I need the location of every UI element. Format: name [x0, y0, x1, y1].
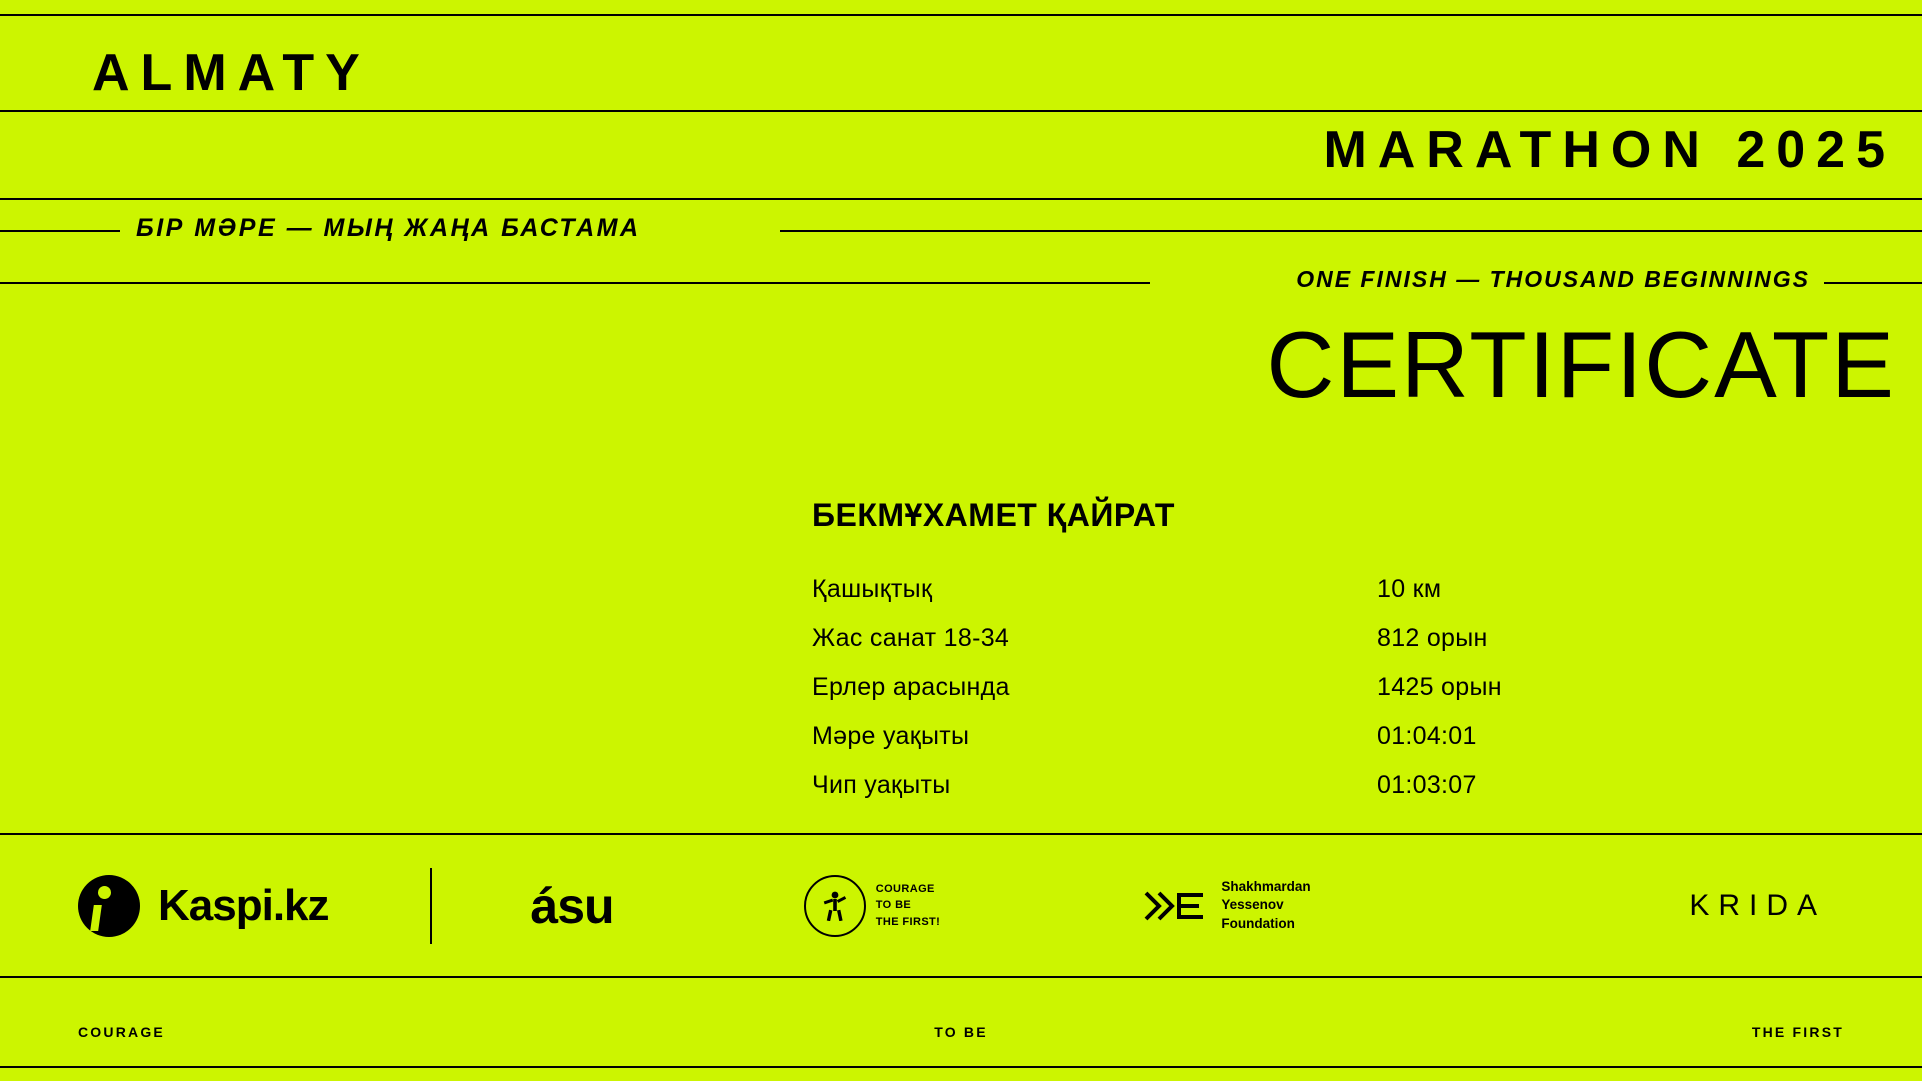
- courage-fund-text: [876, 881, 941, 931]
- result-label: Жас санат 18-34: [812, 624, 1010, 652]
- footer-left: COURAGE: [78, 1024, 165, 1040]
- divider-rule-en-right: [1824, 282, 1922, 284]
- kaspi-wordmark: Kaspi.kz: [158, 880, 329, 930]
- courage-line-2: TO BE: [875, 899, 912, 912]
- result-value: 01:03:07: [1377, 771, 1477, 799]
- result-row: [812, 673, 1672, 702]
- result-label: Ерлер арасында: [812, 673, 1010, 701]
- footer-slogan: [0, 1024, 1922, 1044]
- sponsor-krida: [1422, 835, 1922, 976]
- result-row: [812, 722, 1672, 751]
- yessenov-line-2: Yessenov: [1221, 897, 1284, 913]
- result-row: [812, 575, 1672, 604]
- divider-rule-kz-left: [0, 230, 120, 232]
- results-list: [812, 575, 1672, 820]
- tagline-kazakh: БІР МӘРЕ — МЫҢ ЖАҢА БАСТАМА: [136, 214, 641, 242]
- result-row: [812, 624, 1672, 653]
- running-figure-icon: [822, 891, 848, 921]
- result-value: 10 км: [1377, 575, 1442, 603]
- athlete-name: БЕКМҰХАМЕТ ҚАЙРАТ: [812, 497, 1175, 533]
- asu-wordmark: ásu: [530, 877, 614, 934]
- result-value: 01:04:01: [1377, 722, 1477, 750]
- yessenov-line-1: Shakhmardan: [1221, 879, 1311, 895]
- divider-rule-en-left: [0, 282, 1150, 284]
- result-label: Чип уақыты: [812, 771, 951, 799]
- page-title: CERTIFICATE: [1266, 312, 1896, 417]
- courage-fund-badge-icon: [804, 875, 866, 937]
- divider-rule-bottom: [0, 1066, 1922, 1068]
- yessenov-logo-icon: [1143, 889, 1209, 923]
- result-label: Мәре уақыты: [812, 722, 970, 750]
- sponsor-asu: [432, 835, 712, 976]
- city-title: ALMATY: [92, 44, 371, 102]
- divider-rule-under-city: [0, 110, 1922, 112]
- sponsor-courage-fund: [712, 835, 1032, 976]
- kaspi-logo-icon: [78, 875, 140, 937]
- result-value: 1425 орын: [1377, 673, 1502, 701]
- divider-rule-top: [0, 14, 1922, 16]
- result-label: Қашықтық: [812, 575, 933, 603]
- result-value: 812 орын: [1377, 624, 1488, 652]
- sponsor-yessenov-foundation: [1032, 835, 1422, 976]
- footer-right: THE FIRST: [1751, 1024, 1844, 1040]
- event-title: MARATHON 2025: [1323, 121, 1896, 179]
- result-row: [812, 771, 1672, 800]
- yessenov-foundation-text: [1221, 878, 1310, 933]
- footer-center: TO BE: [934, 1024, 988, 1040]
- yessenov-line-3: Foundation: [1221, 915, 1295, 931]
- tagline-english: ONE FINISH — THOUSAND BEGINNINGS: [1296, 266, 1810, 292]
- sponsor-row: [0, 835, 1922, 976]
- divider-rule-kz-right: [780, 230, 1922, 232]
- sponsor-kaspi: [0, 835, 430, 976]
- krida-wordmark: KRIDA: [1689, 888, 1826, 922]
- courage-line-1: COURAGE: [875, 882, 935, 895]
- divider-rule-under-event: [0, 198, 1922, 200]
- divider-rule-below-sponsors: [0, 976, 1922, 978]
- courage-line-3: THE FIRST!: [875, 915, 941, 928]
